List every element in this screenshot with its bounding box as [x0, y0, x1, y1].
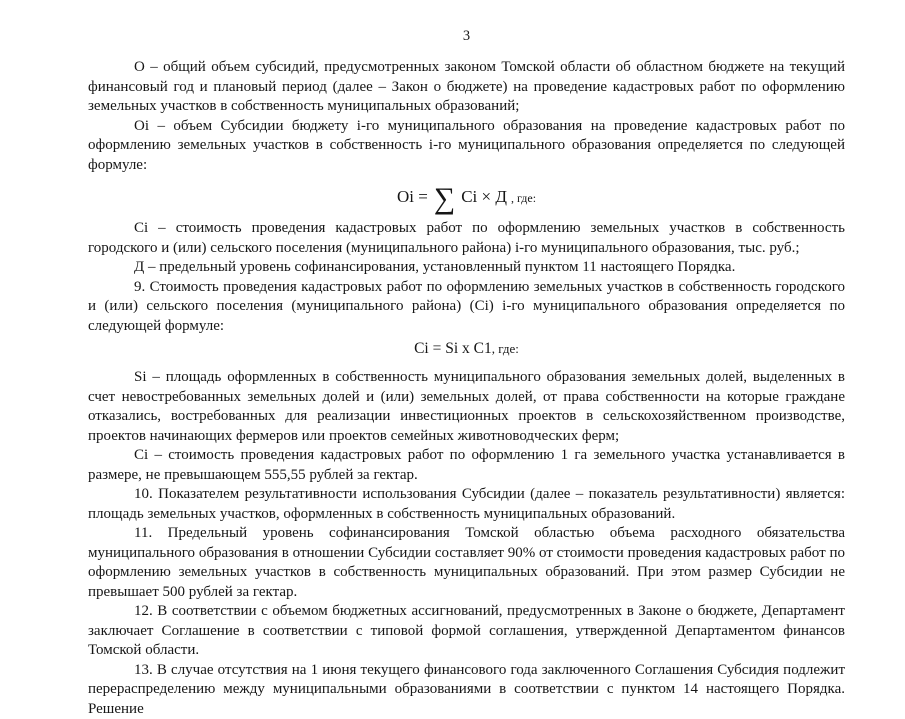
paragraph-term-Ci-cost: Сi – стоимость проведения кадастровых работ по оформлению 1 га земельного участка устанавливается в размере, не превышающем 555,55 рублей за гектар.	[88, 446, 845, 485]
formula-lhs: Оi =	[397, 187, 428, 206]
sum-sigma-symbol: ∑	[432, 184, 457, 214]
formula-where-label: , где:	[511, 191, 536, 205]
paragraph-item-13: 13. В случае отсутствия на 1 июня текущего финансового года заключенного Соглашения Субсидия подлежит перераспределению между муниципальными образованиями в соответствии с пунктом 14 настоящего Порядка. Решение	[88, 661, 845, 719]
formula-cost-expression: Сi = Si x C1	[414, 340, 492, 357]
page-number: 3	[88, 28, 845, 44]
paragraph-item-12: 12. В соответствии с объемом бюджетных ассигнований, предусмотренных в Законе о бюджете, Департамент заключает Соглашение в соответствии с типовой формой соглашения, утвержденной Департаментом финансов Томской области.	[88, 602, 845, 661]
formula-cost	[88, 340, 845, 358]
document-body	[88, 58, 845, 719]
paragraph-item-9: 9. Стоимость проведения кадастровых работ по оформлению земельных участков в собственность городского и (или) сельского поселения (муниципального района) (Сi) i-го муниципального образования определяется по следующей формуле:	[88, 278, 845, 337]
formula-where-label: , где:	[492, 341, 519, 356]
paragraph-term-D: Д – предельный уровень софинансирования, установленный пунктом 11 настоящего Порядка.	[88, 258, 845, 278]
paragraph-term-Si: Si – площадь оформленных в собственность муниципального образования земельных долей, выделенных в счет невостребованных земельных долей и (или) земельных долей, от права собственности на которые граждане отказались, востребованных для реализации инвестиционных проектов в сельскохозяйственном производстве, проектов начинающих фермеров или проектов семейных животноводческих ферм;	[88, 368, 845, 446]
paragraph-term-Oi: Оi – объем Субсидии бюджету i-го муниципального образования на проведение кадастровых работ по оформлению земельных участков в собственность i-го муниципального образования определяется по следующей формуле:	[88, 117, 845, 176]
paragraph-term-Ci: Сi – стоимость проведения кадастровых работ по оформлению земельных участков в собственность городского и (или) сельского поселения (муниципального района) i-го муниципального образования, тыс. руб.;	[88, 219, 845, 258]
formula-subsidy-sum	[88, 177, 845, 217]
paragraph-item-11: 11. Предельный уровень софинансирования Томской областью объема расходного обязательства муниципального образования в отношении Субсидии составляет 90% от стоимости проведения кадастровых работ по оформлению земельных участков в собственность муниципальных образований. При этом размер Субсидии не превышает 500 рублей за гектар.	[88, 524, 845, 602]
formula-rhs: Сi × Д	[461, 187, 507, 206]
paragraph-item-10: 10. Показателем результативности использования Субсидии (далее – показатель результативности) является: площадь земельных участков, оформленных в собственность муниципальных образований.	[88, 485, 845, 524]
paragraph-term-O: О – общий объем субсидий, предусмотренных законом Томской области об областном бюджете на текущий финансовый год и плановый период (далее – Закон о бюджете) на проведение кадастровых работ по оформлению земельных участков в собственность муниципальных образований;	[88, 58, 845, 117]
